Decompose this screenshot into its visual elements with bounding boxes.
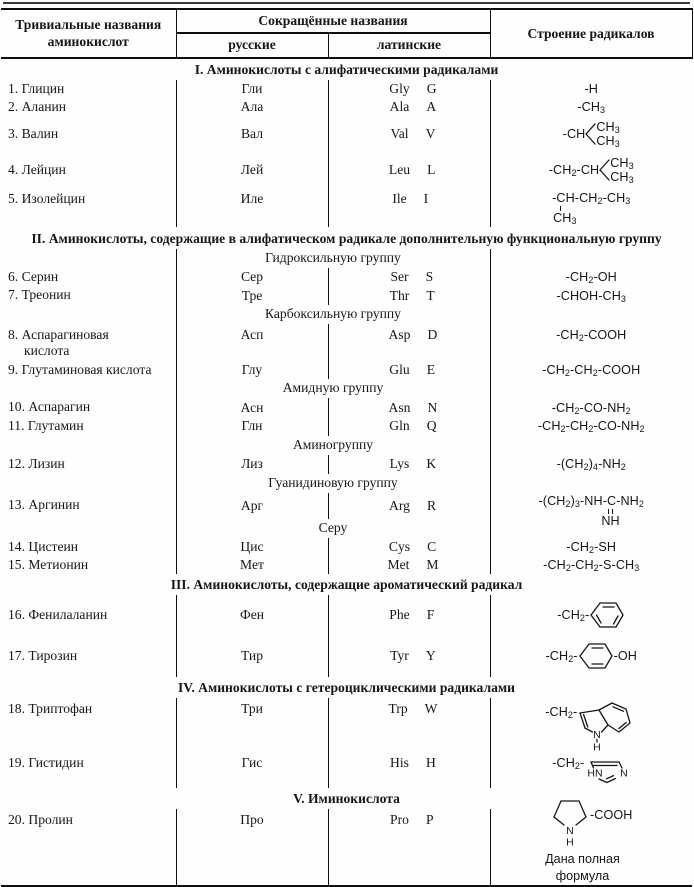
one-letter-code: H xyxy=(425,755,436,771)
abbr-latin-cell xyxy=(328,80,490,98)
amino-table-body xyxy=(1,58,692,886)
radical-formula: $-CH_2-CO-NH_2$ xyxy=(551,400,631,416)
section-title: V. Иминокислота xyxy=(293,791,400,807)
header-russian-abbrev: русские xyxy=(176,33,328,58)
amino-name: 17. Тирозин xyxy=(1,635,176,677)
amino-name: 6. Серин xyxy=(1,268,176,286)
radical-structure xyxy=(490,493,692,528)
one-letter-code: E xyxy=(426,361,435,377)
table-header xyxy=(1,9,692,58)
one-letter-code: I xyxy=(423,191,429,207)
radical-formula: $-CH_2-$ HN N xyxy=(552,757,630,785)
table-row xyxy=(1,116,692,152)
subgroup-title: Гидроксильную группу xyxy=(176,249,490,268)
amino-name: 15. Метионин xyxy=(1,556,176,574)
one-letter-code: T xyxy=(426,287,435,303)
section-header-row xyxy=(1,677,692,698)
svg-text:H: H xyxy=(593,741,602,752)
abbr-latin-cell xyxy=(328,116,490,152)
abbr-latin-cell xyxy=(328,455,490,474)
radical-formula: $-CH-CH_2-CH_3$ $CH_3$ xyxy=(552,191,631,227)
abbr-latin: Arg xyxy=(389,497,410,513)
subgroup-title: Карбоксильную группу xyxy=(176,305,490,324)
abbr-latin: Asn xyxy=(388,399,411,415)
one-letter-code: S xyxy=(425,269,434,285)
radical-structure xyxy=(490,80,692,98)
table-row xyxy=(1,538,692,556)
radical-formula: N H -COOH xyxy=(550,796,632,846)
abbr-russian: Три xyxy=(176,698,328,752)
header-latin-abbrev: латинские xyxy=(328,33,490,58)
abbr-latin-cell xyxy=(328,398,490,416)
section-header-row xyxy=(1,58,692,80)
abbr-russian: Асн xyxy=(176,398,328,416)
abbr-latin: Trp xyxy=(388,701,408,717)
radical-structure xyxy=(490,286,692,304)
abbr-latin: Gln xyxy=(389,418,410,434)
one-letter-code: P xyxy=(425,812,434,828)
svg-text:N: N xyxy=(620,767,629,780)
table-row xyxy=(1,98,692,116)
abbr-latin: His xyxy=(390,755,409,771)
amino-name: 8. Аспарагиновая кислота xyxy=(1,324,176,361)
empty-cell xyxy=(490,249,692,268)
abbr-latin-cell xyxy=(328,286,490,304)
section-title: II. Аминокислоты, содержащие в алифатическом радикале дополнительную функциональную группу xyxy=(31,230,662,246)
one-letter-code: D xyxy=(427,326,438,342)
empty-cell xyxy=(1,305,176,324)
amino-name: 11. Глутамин xyxy=(1,417,176,436)
radical-formula: $-CH_2-$ N H xyxy=(545,701,637,751)
radical-structure xyxy=(490,268,692,286)
table-row xyxy=(1,188,692,227)
radical-structure xyxy=(490,556,692,574)
amino-name: 10. Аспарагин xyxy=(1,398,176,416)
abbr-russian: Фен xyxy=(176,595,328,635)
radical-structure xyxy=(490,635,692,677)
empty-cell xyxy=(490,379,692,398)
one-letter-code: Q xyxy=(426,418,437,434)
one-letter-code: N xyxy=(427,399,438,415)
abbr-russian: Вал xyxy=(176,116,328,152)
abbr-russian: Гис xyxy=(176,752,328,788)
header-trivial-names: Тривиальные названия аминокислот xyxy=(1,9,176,58)
empty-cell xyxy=(490,436,692,455)
table-row xyxy=(1,635,692,677)
table-row xyxy=(1,152,692,188)
abbr-russian: Глн xyxy=(176,417,328,436)
radical-structure xyxy=(490,455,692,474)
radical-formula: $-CH_2-CH$ $CH_3$ $CH_3$ xyxy=(548,156,634,186)
one-letter-code: C xyxy=(427,538,437,554)
abbr-latin: Pro xyxy=(390,812,409,828)
abbr-russian: Мет xyxy=(176,556,328,574)
svg-text:HN: HN xyxy=(587,767,603,780)
table-row xyxy=(1,268,692,286)
one-letter-code: W xyxy=(424,701,438,717)
abbr-latin: Gly xyxy=(389,80,410,96)
abbr-russian: Тир xyxy=(176,635,328,677)
empty-cell xyxy=(1,249,176,268)
table-row xyxy=(1,80,692,98)
amino-name: 4. Лейцин xyxy=(1,152,176,188)
radical-structure xyxy=(490,152,692,188)
amino-name: 16. Фенилаланин xyxy=(1,595,176,635)
structure-note: Дана полная формула xyxy=(545,852,620,883)
radical-structure xyxy=(490,116,692,152)
pyrrolidine-ring-drawing xyxy=(550,796,590,846)
radical-structure xyxy=(490,98,692,116)
abbr-latin-cell xyxy=(328,635,490,677)
abbr-russian: Арг xyxy=(176,493,328,519)
radical-formula: $-CH_2-CH_2-CO-NH_2$ xyxy=(537,419,645,435)
abbr-latin-cell xyxy=(328,417,490,436)
abbr-latin: Met xyxy=(387,557,410,573)
radical-structure xyxy=(490,360,692,379)
abbr-latin-cell xyxy=(328,360,490,379)
abbr-latin-cell xyxy=(328,752,490,788)
benzene-ring-drawing xyxy=(589,599,625,631)
abbr-latin-cell xyxy=(328,595,490,635)
abbr-russian: Тре xyxy=(176,286,328,304)
abbr-latin-cell xyxy=(328,268,490,286)
empty-cell xyxy=(1,519,176,538)
abbr-russian: Иле xyxy=(176,188,328,227)
radical-structure xyxy=(490,595,692,635)
subgroup-header-row xyxy=(1,379,692,398)
one-letter-code: F xyxy=(426,607,435,623)
abbr-russian: Сер xyxy=(176,268,328,286)
header-abbreviated-names: Сокращённые названия xyxy=(176,9,490,33)
amino-name: 18. Триптофан xyxy=(1,698,176,752)
abbr-latin-cell xyxy=(328,698,490,752)
table-row xyxy=(1,752,692,788)
abbr-russian: Ала xyxy=(176,98,328,116)
branch-angle-drawing xyxy=(585,121,596,147)
abbr-latin: Asp xyxy=(388,326,411,342)
abbr-latin: Cys xyxy=(388,538,411,554)
radical-formula: $-CH_2-CH_2$-COOH xyxy=(542,362,641,378)
section-header-row xyxy=(1,574,692,595)
amino-name: 2. Аланин xyxy=(1,98,176,116)
radical-formula: $-CH_2-OH$ xyxy=(565,270,617,286)
radical-structure xyxy=(490,188,692,227)
amino-name: 7. Треонин xyxy=(1,286,176,304)
abbr-russian: Гли xyxy=(176,80,328,98)
radical-structure xyxy=(490,398,692,416)
abbr-latin-cell xyxy=(328,538,490,556)
abbr-russian: Асп xyxy=(176,324,328,361)
abbr-latin: Val xyxy=(390,126,409,142)
radical-formula: $-CH_2$-COOH xyxy=(556,327,627,343)
empty-cell xyxy=(490,305,692,324)
section-title: I. Аминокислоты с алифатическими радикалами xyxy=(194,61,499,77)
table-row xyxy=(1,595,692,635)
radical-formula: $-CH_3$ xyxy=(577,100,606,116)
amino-name: 1. Глицин xyxy=(1,80,176,98)
amino-name: 19. Гистидин xyxy=(1,752,176,788)
abbr-latin: Leu xyxy=(388,162,411,178)
abbr-latin-cell xyxy=(328,152,490,188)
abbr-latin-cell xyxy=(328,556,490,574)
table-row xyxy=(1,556,692,574)
table-row xyxy=(1,455,692,474)
subgroup-header-row xyxy=(1,436,692,455)
abbr-latin: Phe xyxy=(389,607,410,623)
amino-name: 12. Лизин xyxy=(1,455,176,474)
abbr-latin: Glu xyxy=(389,361,410,377)
amino-name: 14. Цистеин xyxy=(1,538,176,556)
amino-name: 20. Пролин xyxy=(1,809,176,886)
abbr-russian: Цис xyxy=(176,538,328,556)
abbr-latin: Ser xyxy=(390,269,409,285)
abbr-latin: Lys xyxy=(389,456,410,472)
amino-name: 3. Валин xyxy=(1,116,176,152)
radical-formula: -H xyxy=(584,81,598,96)
subgroup-title: Серу xyxy=(176,519,490,538)
one-letter-code: K xyxy=(426,456,437,472)
radical-formula: $-CH_2-$ -OH xyxy=(546,640,637,672)
table-row xyxy=(1,398,692,416)
radical-structure xyxy=(490,324,692,361)
branch-angle-drawing xyxy=(599,157,610,183)
section-header-row xyxy=(1,227,692,249)
table-row xyxy=(1,417,692,436)
abbr-latin: Ala xyxy=(389,99,410,115)
abbr-russian: Глу xyxy=(176,360,328,379)
one-letter-code: M xyxy=(426,557,439,573)
radical-structure xyxy=(490,417,692,436)
radical-formula: -CH $CH_3$ $CH_3$ xyxy=(562,120,620,150)
radical-structure xyxy=(490,752,692,788)
abbr-latin: Ile xyxy=(392,191,407,207)
radical-structure xyxy=(490,698,692,752)
amino-name-line2: кислота xyxy=(24,343,70,359)
table-row xyxy=(1,698,692,752)
subgroup-title: Амидную группу xyxy=(176,379,490,398)
table-row xyxy=(1,360,692,379)
abbr-latin-cell xyxy=(328,809,490,886)
amino-name: 9. Глутаминовая кислота xyxy=(1,360,176,379)
one-letter-code: G xyxy=(426,80,437,96)
header-radical-structure: Строение радикалов xyxy=(490,9,692,58)
svg-text:H: H xyxy=(566,836,574,847)
svg-text:N: N xyxy=(593,729,602,742)
radical-formula: $-CH_2-CH_2-S-CH_3$ xyxy=(543,558,640,574)
abbr-latin-cell xyxy=(328,493,490,519)
one-letter-code: A xyxy=(426,99,437,115)
radical-structure xyxy=(490,809,692,886)
abbr-latin: Tyr xyxy=(390,648,409,664)
section-title: III. Аминокислоты, содержащие ароматический радикал xyxy=(170,577,523,593)
table-row xyxy=(1,809,692,886)
empty-cell xyxy=(1,436,176,455)
indole-ring-drawing xyxy=(577,701,637,751)
one-letter-code: Y xyxy=(425,648,436,664)
abbr-russian: Лиз xyxy=(176,455,328,474)
one-letter-code: L xyxy=(427,162,436,178)
table-row xyxy=(1,324,692,361)
abbr-russian: Лей xyxy=(176,152,328,188)
subgroup-title: Гуанидиновую группу xyxy=(176,474,490,493)
abbr-latin-cell xyxy=(328,98,490,116)
svg-text:N: N xyxy=(566,825,574,838)
table-row xyxy=(1,286,692,304)
amino-name: 13. Аргинин xyxy=(1,493,176,519)
amino-name: 5. Изолейцин xyxy=(1,188,176,227)
radical-structure xyxy=(490,538,692,556)
section-title: IV. Аминокислоты с гетероциклическими радикалами xyxy=(178,680,515,696)
one-letter-code: V xyxy=(425,126,436,142)
radical-formula: $-(CH_2)_4-NH_2$ xyxy=(556,457,626,473)
abbr-latin-cell xyxy=(328,188,490,227)
table-row xyxy=(1,493,692,519)
empty-cell xyxy=(1,474,176,493)
abbr-russian: Про xyxy=(176,809,328,886)
subgroup-header-row xyxy=(1,249,692,268)
radical-formula-block xyxy=(493,796,691,884)
abbr-latin: Thr xyxy=(389,287,410,303)
radical-formula: $-(CH_2)_3-NH-C-NH_2$ NH xyxy=(538,493,644,528)
radical-formula: $-CHOH-CH_3$ xyxy=(556,288,627,304)
empty-cell xyxy=(1,379,176,398)
phenol-ring-drawing xyxy=(578,640,614,672)
imidazole-ring-drawing xyxy=(584,757,630,785)
subgroup-title: Аминогруппу xyxy=(176,436,490,455)
radical-formula: $-CH_2-SH$ xyxy=(566,539,617,555)
abbr-latin-cell xyxy=(328,324,490,361)
subgroup-header-row xyxy=(1,474,692,493)
radical-formula: $-CH_2-$ xyxy=(557,599,625,631)
empty-cell xyxy=(490,474,692,493)
page-top-rule xyxy=(3,2,690,4)
one-letter-code: R xyxy=(426,497,437,513)
amino-acid-table xyxy=(1,8,693,887)
subgroup-header-row xyxy=(1,305,692,324)
